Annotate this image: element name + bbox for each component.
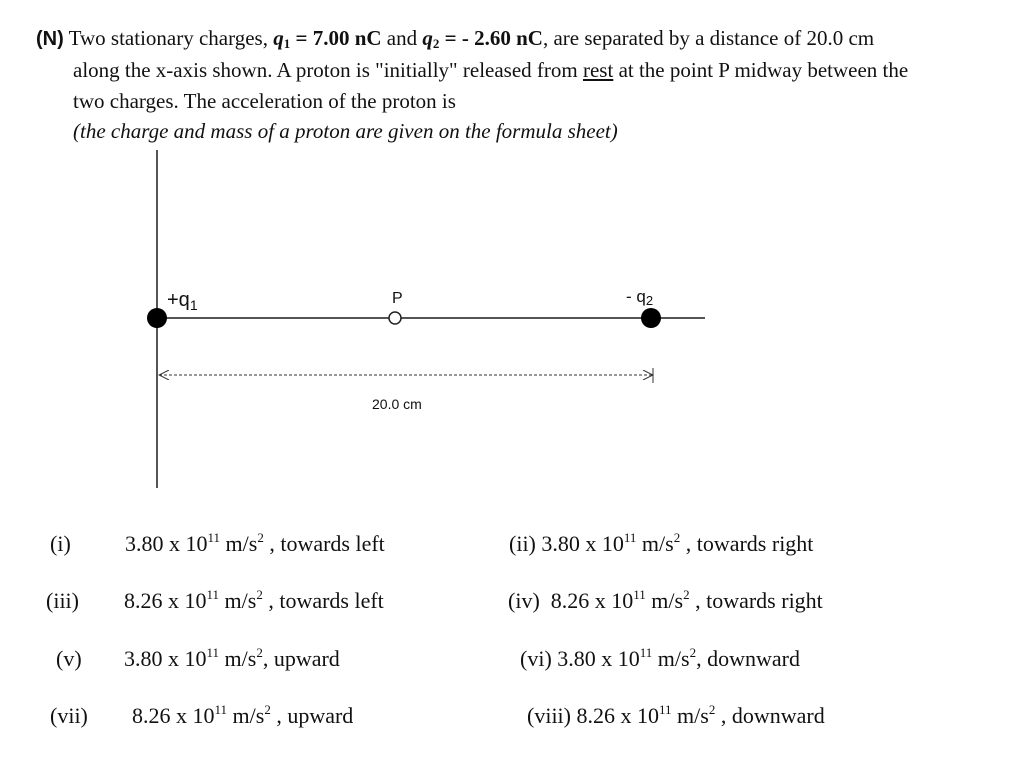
q2-subscript: 2 — [432, 36, 440, 51]
question-line2-start: along the x-axis shown. A proton is "initially" released from — [73, 58, 578, 82]
q2-label: - q2 — [626, 287, 654, 308]
p-label: P — [392, 290, 403, 307]
q2-value: = - 2.60 nC — [444, 26, 543, 50]
option-i-number[interactable]: (i) — [50, 531, 71, 556]
question-intro: Two stationary charges, — [68, 26, 268, 50]
question-line2-end: at the point P midway between the — [618, 58, 909, 82]
q1-symbol: q — [273, 26, 284, 50]
option-v-text[interactable]: 3.80 x $10^{11}$ $m/s^2$, upward — [124, 644, 340, 671]
point-p-circle — [389, 312, 401, 324]
option-v-number[interactable]: (v) — [56, 646, 82, 671]
option-ii-text[interactable]: (ii) 3.80 x $10^{11}$ $m/s^2$ , towards right — [509, 529, 814, 556]
option-vii-number[interactable]: (vii) — [50, 703, 88, 728]
option-iv-text[interactable]: (iv) 8.26 x $10^{11}$ $m/s^2$ , towards right — [508, 586, 823, 613]
q1-subscript: 1 — [283, 36, 291, 51]
option-vii-text[interactable]: 8.26 x $10^{11}$ $m/s^2$ , upward — [132, 701, 354, 728]
option-viii-text[interactable]: (viii) 8.26 x $10^{11}$ $m/s^2$ , downward — [527, 701, 825, 728]
and-word: and — [386, 26, 418, 50]
rest-word: rest — [582, 58, 614, 82]
question-line1-end: , are separated by a distance of 20.0 cm — [542, 26, 875, 50]
q2-symbol: q — [422, 26, 433, 50]
q1-value: = 7.00 nC — [295, 26, 382, 50]
distance-label: 20.0 cm — [372, 396, 422, 412]
option-ii-number: (ii) — [509, 531, 536, 556]
option-i-text[interactable]: 3.80 x $10^{11}$ $m/s^2$ , towards left — [125, 529, 385, 556]
q1-label: $+q_1$ — [167, 289, 198, 313]
option-iii-number[interactable]: (iii) — [46, 588, 79, 613]
option-vi-number: (vi) — [520, 646, 552, 671]
question-line-3: two charges. The acceleration of the proton is — [73, 89, 456, 113]
charge-q2-dot — [641, 308, 661, 328]
formula-sheet-note: (the charge and mass of a proton are given on the formula sheet) — [73, 119, 618, 143]
option-vi-text[interactable]: (vi) 3.80 x $10^{11}$ $m/s^2$, downward — [520, 644, 800, 671]
option-iii-text[interactable]: 8.26 x $10^{11}$ $m/s^2$ , towards left — [124, 586, 384, 613]
question-label: (N) — [36, 28, 64, 50]
charge-q1-dot — [147, 308, 167, 328]
option-iv-number: (iv) — [508, 588, 540, 613]
option-viii-number: (viii) — [527, 703, 571, 728]
